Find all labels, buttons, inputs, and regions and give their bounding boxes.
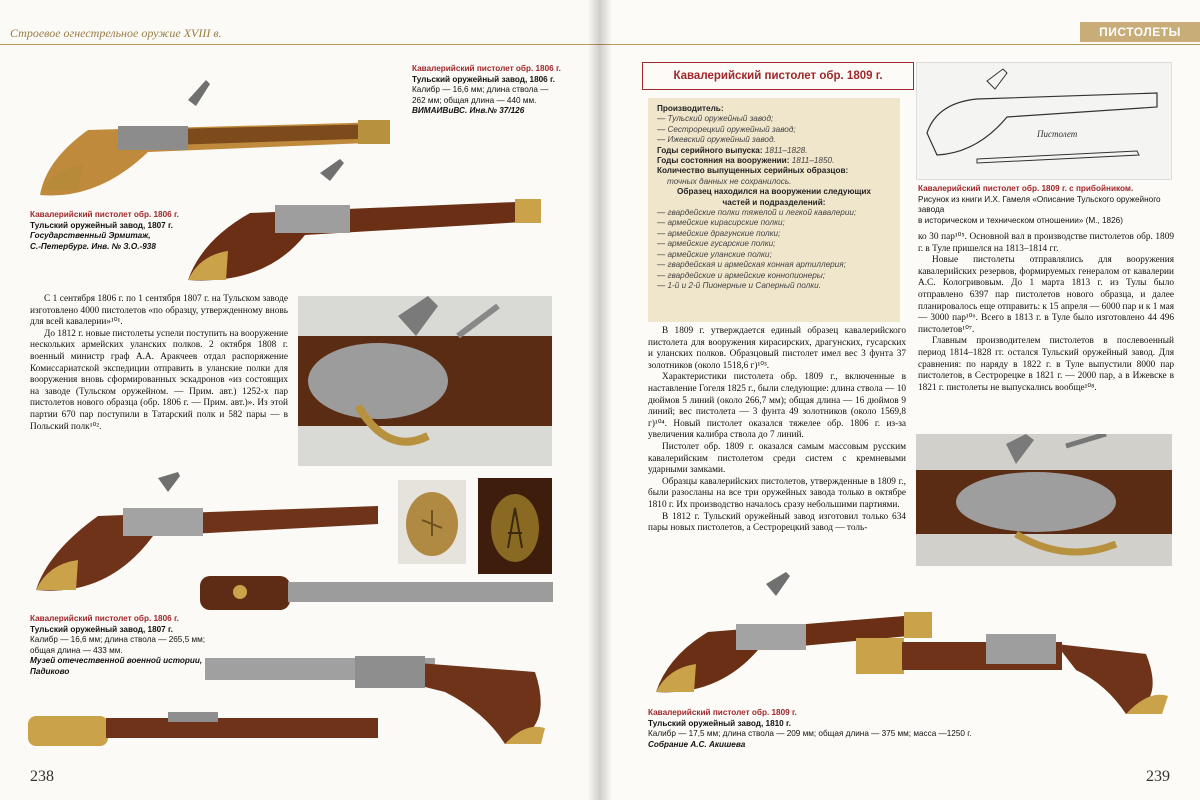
caption-source-2: Падиково — [30, 666, 70, 676]
caption-text: в историческом и техническом отношении» (М., 1826) — [918, 215, 1123, 225]
lock-closeup-photo — [916, 434, 1172, 566]
pistol-photo-4 — [200, 572, 555, 614]
page-number: 239 — [1146, 768, 1170, 785]
unit-item: — армейские драгунские полки; — [657, 228, 781, 238]
page-number: 238 — [30, 768, 54, 785]
caption-source: ВИМАИВиВС. Инв.№ 37/126 — [412, 106, 525, 115]
unit-item: — гвардейская и армейская конная артиллерия; — [657, 260, 846, 270]
caption-source-2: С.-Петербург. Инв. № З.О.-938 — [30, 241, 156, 251]
caption-bottom — [648, 708, 988, 750]
info-box — [648, 98, 900, 322]
paragraph: С 1 сентября 1806 г. по 1 сентября 1807 г. на Тульском заводе изготовлено 4000 пистолетов «по образцу, утвержденному вновь для всей кавалерии»¹⁰¹. — [30, 294, 288, 328]
producer-item: — Ижевский оружейный завод. — [657, 135, 776, 145]
pistol-photo-6 — [28, 708, 380, 750]
units-label: частей и подразделений: — [722, 197, 826, 207]
paragraph: ко 30 пар¹⁰⁵. Основной вал в производстве пистолетов обр. 1809 г. в Туле пришелся на 1813–1814 гг. — [918, 232, 1174, 254]
section-title: Кавалерийский пистолет обр. 1809 г. — [642, 62, 914, 90]
body-text-col-2 — [918, 232, 1174, 394]
producer-item: — Сестрорецкий оружейный завод; — [657, 124, 796, 134]
paragraph: В 1812 г. Тульский оружейный завод изготовил только 634 пары новых пистолетов, а Сестрорецкий завод — толь- — [648, 511, 906, 534]
caption-maker: Тульский оружейный завод, 1807 г. — [30, 220, 173, 230]
right-page — [600, 0, 1200, 800]
unit-item: — 1-й и 2-й Пионерные и Саперный полки. — [657, 280, 821, 290]
paragraph: Главным производителем пистолетов в послевоенный период 1814–1828 гг. остался Тульский оружейный завод. Для сравнения: по наряду в 1822 г. в Туле выпустили 8000 пар пистолетов, в Сестрорецке в 1821 г. — 2000 пар, а в Ижевске в 1821 г. пистолеты не выпускались вообще¹⁰⁸. — [918, 336, 1174, 393]
paragraph: Образцы кавалерийских пистолетов, утвержденные в 1809 г., были разосланы на все три оружейных завода только в октябре 1810 г. Их производство началось сразу небольшими партиями. — [648, 476, 906, 510]
caption-maker: Тульский оружейный завод, 1806 г. — [412, 74, 555, 84]
pistol-photo-8 — [856, 604, 1172, 718]
lock-closeup-photo — [298, 296, 552, 466]
caption-maker: Тульский оружейный завод, 1810 г. — [648, 718, 791, 728]
caption-specs-2: общая длина — 433 мм. — [30, 645, 123, 655]
engraving-sketch — [916, 62, 1172, 180]
paragraph: До 1812 г. новые пистолеты успели поступить на вооружение нескольких армейских уланских полков. 2 октября 1808 г. военный министр граф А.А. Аракчеев отдал распоряжение Комиссариатской экспедиции отправить в уланские полки для вооружения вновь сформированных эскадронов «из состоящих на заводе (Тульском оружейном. — Прим. авт.) 1252-х пар пистолетов нового образца (обр. 1806 г. — Прим. авт.)». Из этой партии 670 пар поступили в Татарский полк и 582 пары — в Польский полк¹⁰². — [30, 328, 288, 432]
years-label: Годы серийного выпуска: — [657, 145, 763, 155]
caption-title: Кавалерийский пистолет обр. 1806 г. — [30, 614, 179, 623]
body-text-left — [30, 294, 288, 433]
service-label: Годы состояния на вооружении: — [657, 156, 790, 166]
caption-title: Кавалерийский пистолет обр. 1806 г. — [412, 64, 561, 73]
paragraph: В 1809 г. утверждается единый образец кавалерийского пистолета для вооружения кирасирских, драгунских, гусарских и уланских полков. Образцовый пистолет имел вес 3 фунта 37 золотников (около 1518,6 г)¹⁰³. — [648, 326, 906, 371]
caption-source: Собрание А.С. Акишева — [648, 739, 746, 749]
units-label: Образец находился на вооружении следующих — [677, 187, 871, 197]
caption-specs: Калибр — 16,6 мм; длина ствола — 262 мм; общая длина — 440 мм. — [412, 85, 549, 105]
paragraph: Пистолет обр. 1809 г. оказался самым массовым русским кавалерийским пистолетом среди систем с кремневыми ударными замками. — [648, 441, 906, 476]
unit-item: — гвардейские полки тяжелой и легкой кавалерии; — [657, 208, 857, 218]
pistol-photo-2 — [180, 155, 555, 290]
running-head: ПИСТОЛЕТЫ — [1080, 22, 1200, 42]
caption-3 — [30, 614, 210, 677]
caption-title: Кавалерийский пистолет обр. 1806 г. — [30, 210, 179, 219]
caption-2 — [30, 210, 200, 252]
caption-text: Рисунок из книги И.Х. Гамеля «Описание Тульского оружейного завода — [918, 194, 1161, 214]
paragraph: Новые пистолеты отправлялись для вооружения кавалерийских резервов, формируемых генералом от кавалерии А.С. Кологривовым. До 1 марта 1813 г. из Тулы было отправлено 6397 пар пистолетов нового образца, и далее планировалось еще отправить: к 15 апреля — 6000 пар и к 1 мая — 3000 пар¹⁰⁶. Всего в 1813 г. в Туле было изготовлено 44 496 пистолетов¹⁰⁷. — [918, 255, 1174, 335]
unit-item: — гвардейские и армейские коннопионеры; — [657, 270, 826, 280]
caption-specs-1: Калибр — 16,6 мм; длина ствола — 265,5 мм; — [30, 635, 205, 644]
paragraph: Характеристики пистолета обр. 1809 г., включенные в наставление Гогеля 1825 г., были следующие: длина ствола — 10 дюймов 5 линий (около 266,7 мм); общая длина — 16 дюймов 9 линий; вес пистолета — 3 фунта 49 золотников (около 1569,8 г)¹⁰⁴. Новый пистолет оказался тяжелее обр. 1806 г. из-за увеличения калибра ствола до 7 линий. — [648, 372, 906, 441]
producer-item: — Тульский оружейный завод; — [657, 114, 774, 124]
producer-label: Производитель: — [657, 104, 724, 113]
count-label: Количество выпущенных серийных образцов: — [657, 166, 849, 176]
unit-item: — армейские кирасирские полки; — [657, 218, 785, 228]
caption-title: Кавалерийский пистолет обр. 1809 г. с прибойником. — [918, 184, 1134, 193]
caption-1 — [412, 64, 562, 117]
years-value: 1811–1828. — [764, 145, 808, 155]
sketch-label: Пистолет — [1037, 129, 1078, 139]
monogram-photo — [478, 478, 552, 574]
caption-source-1: Музей отечественной военной истории, — [30, 656, 203, 665]
running-head: Строевое огнестрельное оружие XVIII в. — [10, 26, 222, 40]
caption-sketch — [918, 184, 1178, 226]
body-text-col-1 — [648, 326, 906, 535]
count-value: точных данных не сохранилось. — [667, 176, 792, 186]
service-value: 1811–1850. — [791, 156, 835, 166]
unit-item: — армейские уланские полки; — [657, 249, 772, 259]
caption-title: Кавалерийский пистолет обр. 1809 г. — [648, 708, 797, 717]
unit-item: — армейские гусарские полки; — [657, 239, 776, 249]
butt-cap-photo — [398, 480, 466, 564]
caption-maker: Тульский оружейный завод, 1807 г. — [30, 624, 173, 634]
caption-source-1: Государственный Эрмитаж, — [30, 231, 151, 240]
caption-specs: Калибр — 17,5 мм; длина ствола — 209 мм; общая длина — 375 мм; масса —1250 г. — [648, 729, 972, 738]
